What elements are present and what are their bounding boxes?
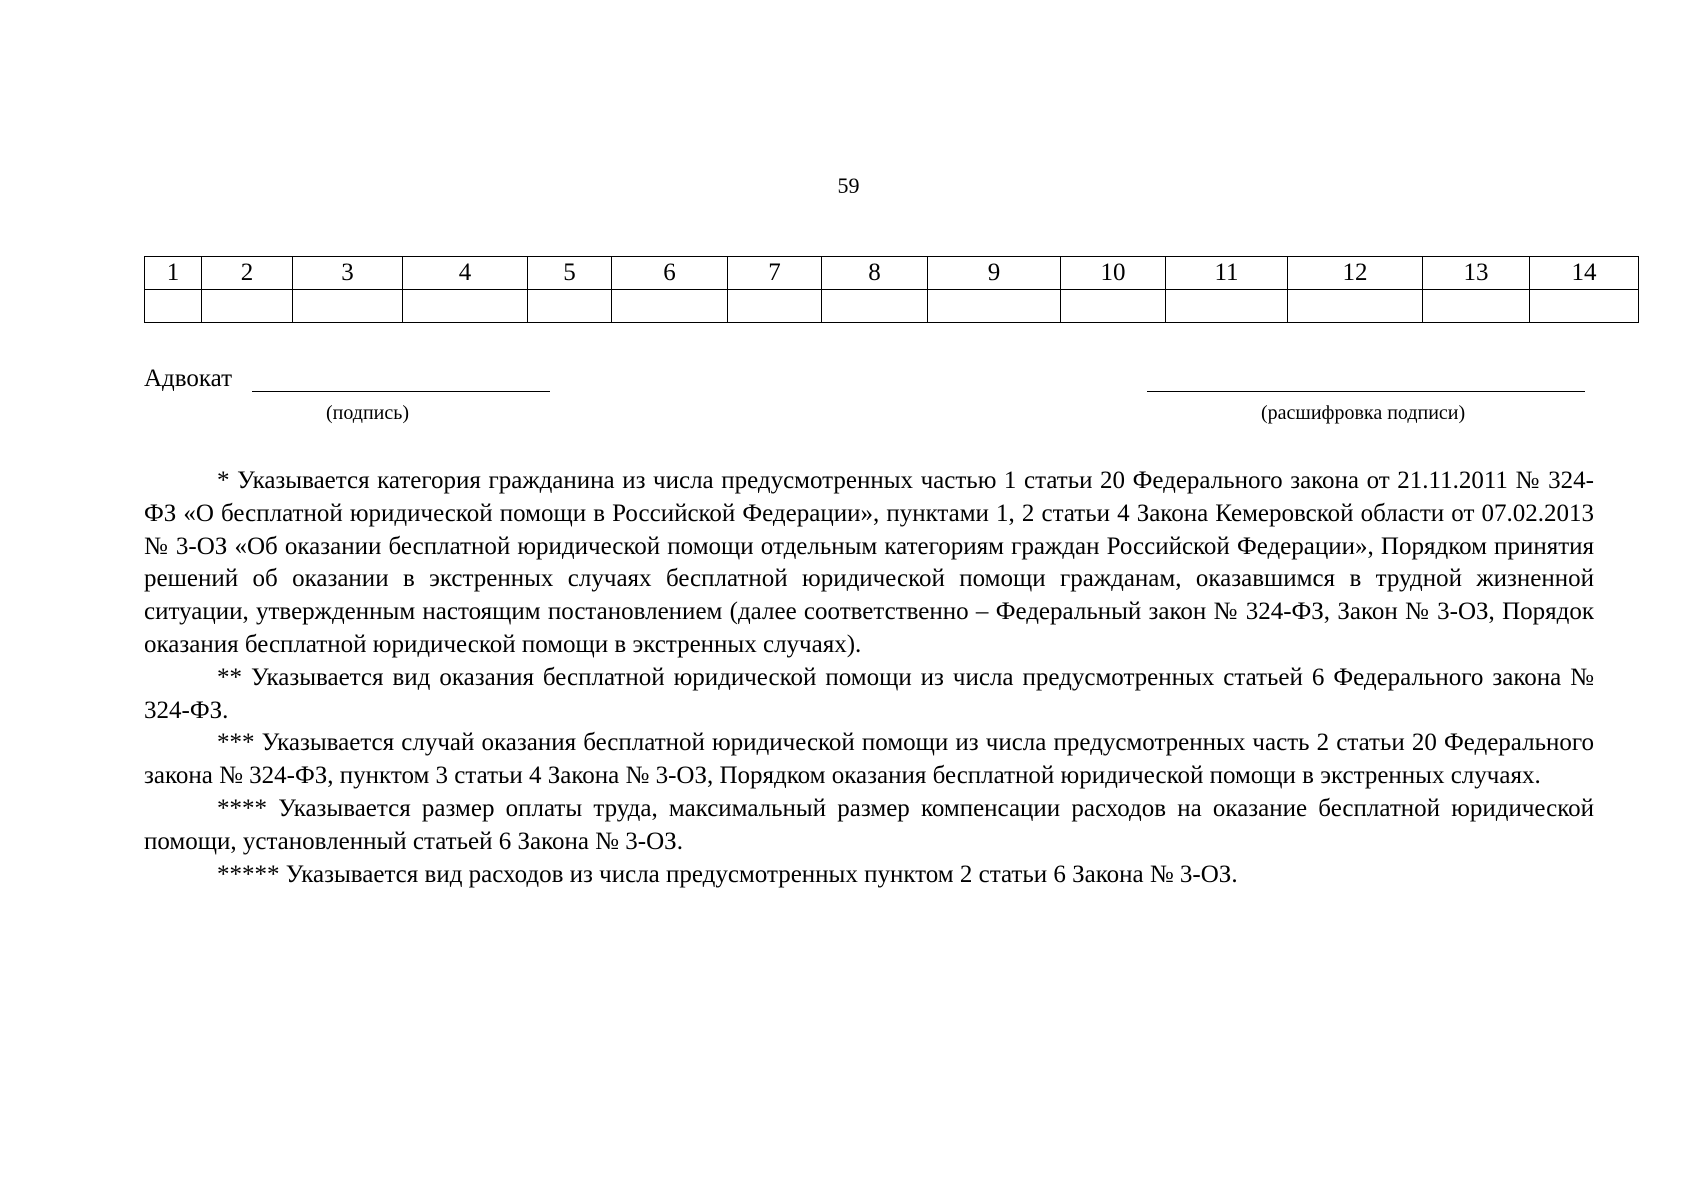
table-header-cell: 5 (528, 257, 612, 290)
table-header-cell: 13 (1423, 257, 1530, 290)
table-header-cell: 2 (202, 257, 293, 290)
table-cell (528, 290, 612, 323)
table-header-cell: 4 (403, 257, 528, 290)
table-header-row (145, 257, 1639, 290)
table-header-cell: 14 (1530, 257, 1639, 290)
table-cell (1166, 290, 1288, 323)
table-header-cell: 11 (1166, 257, 1288, 290)
footnote: * Указывается категория гражданина из числа предусмотренных частью 1 статьи 20 Федерального закона от 21.11.2011 № 324-ФЗ «О бесплатной юридической помощи в Российской Федерации», пунктами 1, 2 статьи 4 Закона Кемеровской области от 07.02.2013 № 3-ОЗ «Об оказании бесплатной юридической помощи отдельным категориям граждан Российской Федерации», Порядком принятия решений об оказании в экстренных случаях бесплатной юридической помощи гражданам, оказавшимся в трудной жизненной ситуации, утвержденным настоящим постановлением (далее соответственно – Федеральный закон № 324-ФЗ, Закон № 3-ОЗ, Порядок оказания бесплатной юридической помощи в экстренных случаях). (144, 467, 1594, 658)
table-cell (822, 290, 928, 323)
table-cell (293, 290, 403, 323)
footnote: **** Указывается размер оплаты труда, максимальный размер компенсации расходов на оказание бесплатной юридической помощи, установленный статьей 6 Закона № 3-ОЗ. (144, 794, 1594, 855)
signature-caption: (подпись) (326, 402, 410, 424)
table-header-cell: 1 (145, 257, 202, 290)
table-header-cell: 10 (1061, 257, 1166, 290)
table-cell (145, 290, 202, 323)
table-header-cell: 12 (1288, 257, 1423, 290)
table-cell (403, 290, 528, 323)
page-number: 59 (837, 173, 860, 198)
table-header-cell: 3 (293, 257, 403, 290)
footnotes (144, 465, 1594, 891)
table-cell (612, 290, 728, 323)
footnote: ***** Указывается вид расходов из числа предусмотренных пунктом 2 статьи 6 Закона № 3-ОЗ. (217, 860, 1238, 888)
footnote: ** Указывается вид оказания бесплатной юридической помощи из числа предусмотренных статьей 6 Федерального закона № 324-ФЗ. (144, 663, 1594, 724)
table-cell (1288, 290, 1423, 323)
advocate-label: Адвокат (144, 365, 233, 392)
signature-line (252, 391, 550, 392)
table-cell (1061, 290, 1166, 323)
signature-decoding-caption: (расшифровка подписи) (1261, 402, 1466, 424)
table-cell (1530, 290, 1639, 323)
table-header-cell: 8 (822, 257, 928, 290)
signature-decoding-line (1147, 391, 1585, 392)
data-table (144, 256, 1639, 323)
table-header-cell: 9 (928, 257, 1061, 290)
footnote: *** Указывается случай оказания бесплатной юридической помощи из числа предусмотренных часть 2 статьи 20 Федерального закона № 324-ФЗ, пунктом 3 статьи 4 Закона № 3-ОЗ, Порядком оказания бесплатной юридической помощи в экстренных случаях. (144, 729, 1594, 790)
table-cell (1423, 290, 1530, 323)
table-cell (728, 290, 822, 323)
table-header-cell: 6 (612, 257, 728, 290)
table-cell (202, 290, 293, 323)
table-row (145, 290, 1639, 323)
table-cell (928, 290, 1061, 323)
table-header-cell: 7 (728, 257, 822, 290)
